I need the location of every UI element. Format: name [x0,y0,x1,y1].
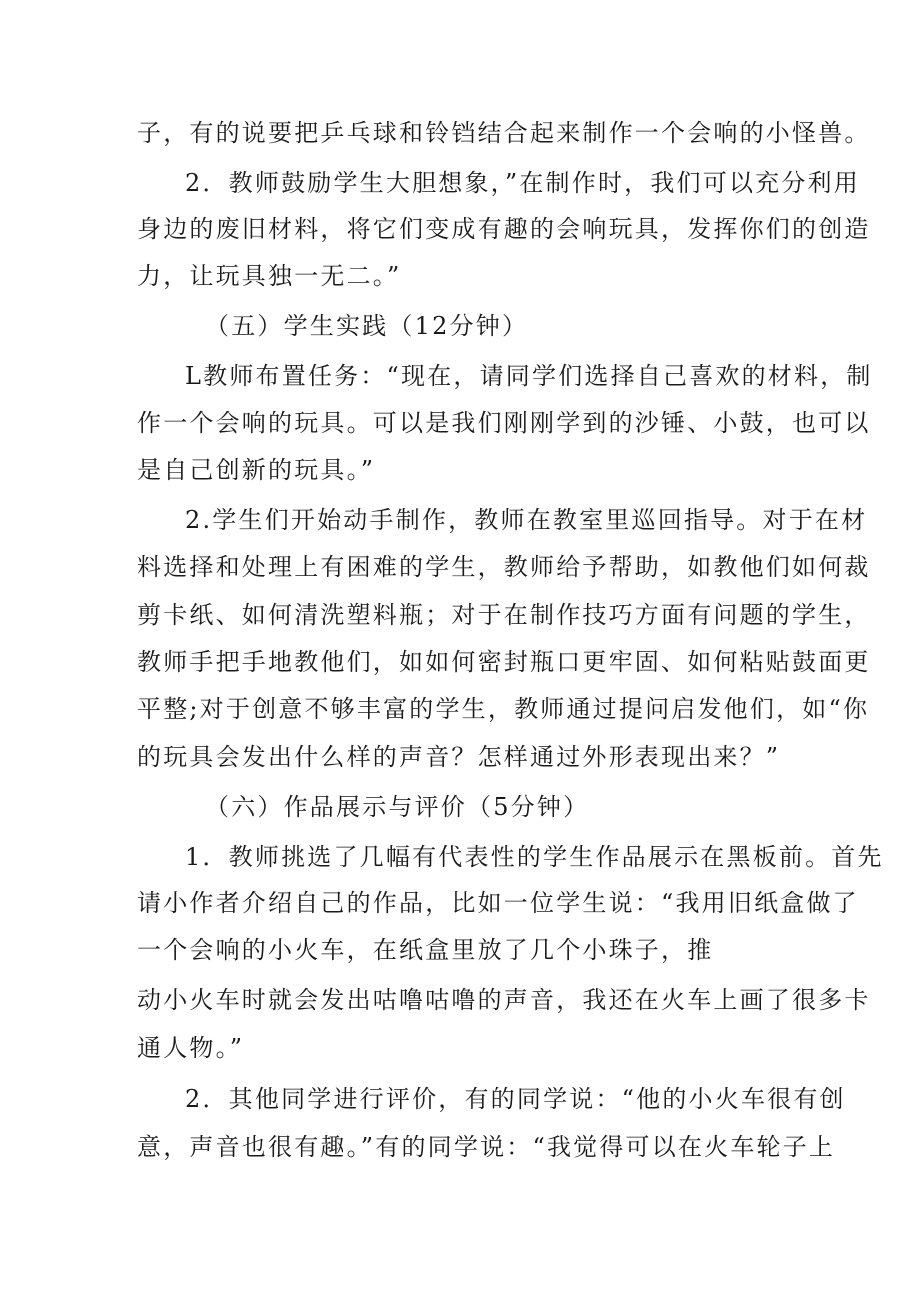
section-heading: （五）学生实践（12分钟） [205,312,529,340]
text-line: L教师布置任务：“现在，请同学们选择自己喜欢的材料，制 [185,362,873,390]
text-line: 是自己创新的玩具。” [137,456,376,484]
text-line: 身边的废旧材料，将它们变成有趣的会响玩具，发挥你们的创造 [137,215,871,243]
text-line: 剪卡纸、如何清洗塑料瓶；对于在制作技巧方面有问题的学生， [137,601,871,629]
text-line: 子，有的说要把乒乓球和铃铛结合起来制作一个会响的小怪兽。 [137,119,871,147]
text-line: 一个会响的小火车，在纸盒里放了几个小珠子，推 [137,936,714,964]
text-line: 平整;对于创意不够丰富的学生，教师通过提问启发他们，如“你 [137,695,870,723]
text-line: 作一个会响的玩具。可以是我们刚刚学到的沙锤、小鼓，也可以 [137,409,871,437]
text-line: 料选择和处理上有困难的学生，教师给予帮助，如教他们如何裁 [137,553,871,581]
text-line: 2.学生们开始动手制作，教师在教室里巡回指导。对于在材 [185,506,868,534]
text-line: 教师手把手地教他们，如如何密封瓶口更牢固、如何粘贴鼓面更 [137,648,871,676]
text-line: 通人物。” [137,1034,245,1062]
text-line: 的玩具会发出什么样的声音？怎样通过外形表现出来？” [137,743,781,771]
text-line: 2．教师鼓励学生大胆想象，”在制作时，我们可以充分利用 [185,169,860,197]
text-line: 动小火车时就会发出咕噜咕噜的声音，我还在火车上画了很多卡 [137,986,871,1014]
text-line: 意，声音也很有趣。”有的同学说：“我觉得可以在火车轮子上 [137,1133,836,1161]
text-line: 请小作者介绍自己的作品，比如一位学生说：“我用旧纸盒做了 [137,889,859,917]
text-line: 1．教师挑选了几幅有代表性的学生作品展示在黑板前。首先 [185,843,884,871]
section-heading: （六）作品展示与评价（5分钟） [205,793,590,821]
text-line: 力，让玩具独一无二。” [137,262,402,290]
text-line: 2．其他同学进行评价，有的同学说：“他的小火车很有创 [185,1085,846,1113]
